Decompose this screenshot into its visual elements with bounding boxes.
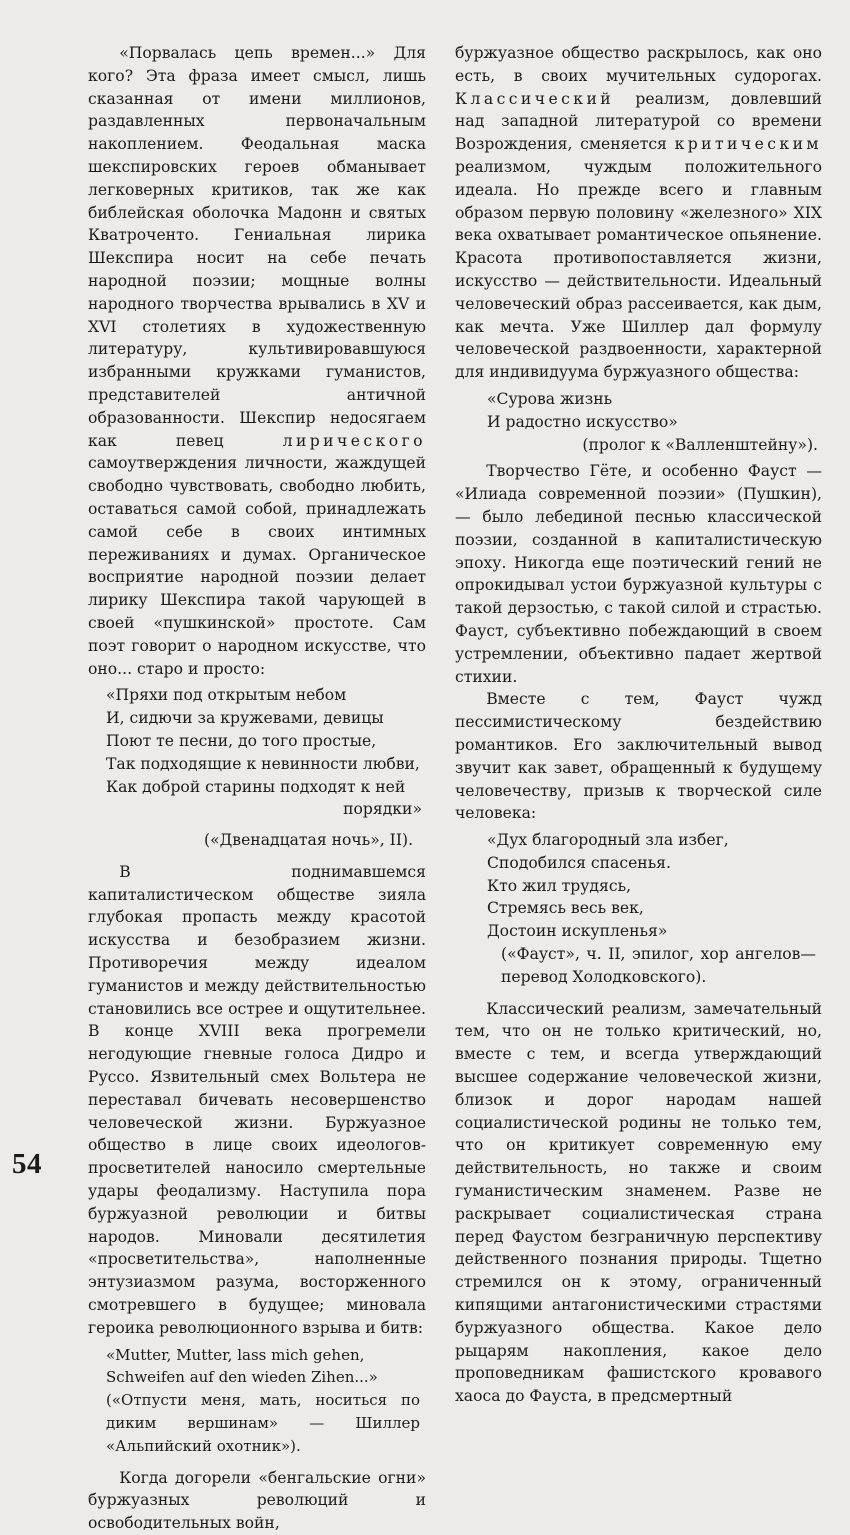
paragraph: Классический реализм, замечательный тем, что он не только критический, но, вместе с тем, и всегда утверждающий высшее содержание человеческой жизни, близок и дорог народам нашей социалистической родины не только тем, что он критикует современную ему действительность, но также и своим гуманистическим знаменем. Разве не раскрывает социалистическая страна перед Фаустом безграничную перспективу действенного познания природы. Тщетно стремился он к этому, ограниченный кипящими антагонистическими страстями буржуазного общества. Какое дело рыцарям накопления, какое дело проповедникам фашистского кровавого хаоса до Фауста, в предсмертный bbox=[455, 999, 822, 1406]
verse-line: И, сидючи за кружевами, девицы bbox=[106, 709, 384, 728]
verse-line: Schweifen auf den wieden Zihen...» bbox=[106, 1368, 378, 1387]
text-run: «Порвалась цепь времен...» Для кого? Эта фраза имеет смысл, лишь сказанная от имени миллионов, раздавленных первоначальным накоплением. Феодальная маска шекспировских героев обманывает легковерных критиков, так же как библейская оболочка Мадонн и святых Кватроченто. Гениальная лирика Шекспира носит на себе печать народной поэзии; мощные волны народного творчества врывались в XV и XVI столетиях в художественную литературу, культивировавшуюся избранными кружками гуманистов, представителей античной образованности. Шекспир недосягаем как певец bbox=[88, 44, 426, 450]
verse-source: («Двенадцатая ночь», II). bbox=[204, 831, 414, 850]
verse-line: Сподобился спасенья. bbox=[487, 853, 671, 872]
verse-line: Поют те песни, до того простые, bbox=[106, 731, 377, 750]
verse-quote bbox=[473, 829, 822, 989]
verse-line: Стремясь весь век, bbox=[487, 899, 644, 918]
paragraph: Вместе с тем, Фауст чужд пессимистическому бездействию романтиков. Его заключительный вывод звучит как завет, обращенный к будущему человечеству, призыв к творческой силе человека: bbox=[455, 690, 822, 823]
verse-line: «Дух благородный зла избег, bbox=[487, 831, 729, 850]
verse-line: Достоин искупленья» bbox=[487, 922, 668, 941]
text-run: самоутверждения личности, жаждущей свободно чувствовать, свободно любить, оставаться самой собой, принадлежать самой себе в своих интимных переживаниях и думах. Органическое восприятие народной поэзии делает лирику Шекспира такой чарующей в своей «пушкинской» простоте. Сам поэт говорит о народном искусстве, что оно... старо и просто: bbox=[88, 454, 426, 678]
text-run: буржуазное общество раскрылось, как оно есть, в своих мучительных судорогах. bbox=[455, 44, 822, 85]
verse-line: И радостно искусство» bbox=[487, 412, 678, 431]
verse-line: Так подходящие к невинности любви, bbox=[106, 754, 420, 773]
spaced-word: критическим bbox=[674, 135, 822, 154]
spaced-word: лирического bbox=[282, 431, 426, 450]
right-column bbox=[455, 42, 822, 1408]
paragraph: Когда догорели «бенгальские огни» буржуазных революций и освободительных войн, bbox=[88, 1468, 426, 1533]
verse-line: Как доброй старины подходят к ней bbox=[106, 777, 406, 796]
text-run: реализмом, чуждым положительного идеала. Но прежде всего и главным образом первую половину «железного» XIX века охватывает романтическое опьянение. Красота противопоставляется жизни, искусство — действительности. Идеальный человеческий образ рассеивается, как дым, как мечта. Уже Шиллер дал формулу человеческой раздвоенности, характерной для индивидуума буржуазного общества: bbox=[455, 157, 822, 382]
text-run: реализм, довлевший над западной литературой со времени Возрождения, сменяется bbox=[455, 89, 822, 154]
verse-quote bbox=[473, 388, 822, 456]
verse-line: «Mutter, Mutter, lass mich gehen, bbox=[106, 1345, 365, 1364]
verse-line: «Пряхи под открытым небом bbox=[106, 686, 347, 705]
verse-line: Кто жил трудясь, bbox=[487, 876, 632, 895]
paragraph bbox=[455, 42, 822, 384]
verse-source: («Фауст», ч. II, эпилог, хор ангелов— перевод Холодковского). bbox=[501, 945, 816, 986]
verse-quote bbox=[106, 684, 426, 852]
verse-translation-note: («Отпусти меня, мать, носиться по диким вершинам» — Шиллер «Альпийский охотник»). bbox=[106, 1391, 420, 1455]
paragraph: Творчество Гёте, и особенно Фауст — «Илиада современной поэзии» (Пушкин), — было лебединой песнью классической поэзии, созданной в капиталистическую эпоху. Никогда еще поэтический гений не опрокидывал устои буржуазной культуры с такой дерзостью, с такой силой и страстью. Фауст, субъективно побеждающий в своем устремлении, объективно падает жертвой стихии. bbox=[455, 462, 822, 686]
paragraph bbox=[88, 42, 426, 680]
verse-line: «Сурова жизнь bbox=[487, 389, 613, 408]
verse-source: (пролог к «Валленштейну»). bbox=[582, 435, 818, 454]
spaced-word: Классический bbox=[455, 89, 615, 108]
verse-line: порядки» bbox=[343, 800, 422, 819]
paragraph: В поднимавшемся капиталистическом обществе зияла глубокая пропасть между красотой искусства и безобразием жизни. Противоречия между идеалом гуманистов и между действительностью становились все острее и ощутительнее. В конце XVIII века прогремели негодующие гневные голоса Дидро и Руссо. Язвительный смех Вольтера не переставал бичевать несовершенство человеческой жизни. Буржуазное общество в лице своих идеологов-просветителей наносило смертельные удары феодализму. Наступила пора буржуазной революции и битвы народов. Миновали десятилетия «просветительства», наполненные энтузиазмом разума, восторженного смотревшего в будущее; миновала героика революционного взрыва и битв: bbox=[88, 862, 426, 1337]
verse-quote bbox=[106, 1344, 426, 1458]
page-number: 54 bbox=[12, 1148, 42, 1180]
left-column bbox=[88, 42, 426, 1535]
